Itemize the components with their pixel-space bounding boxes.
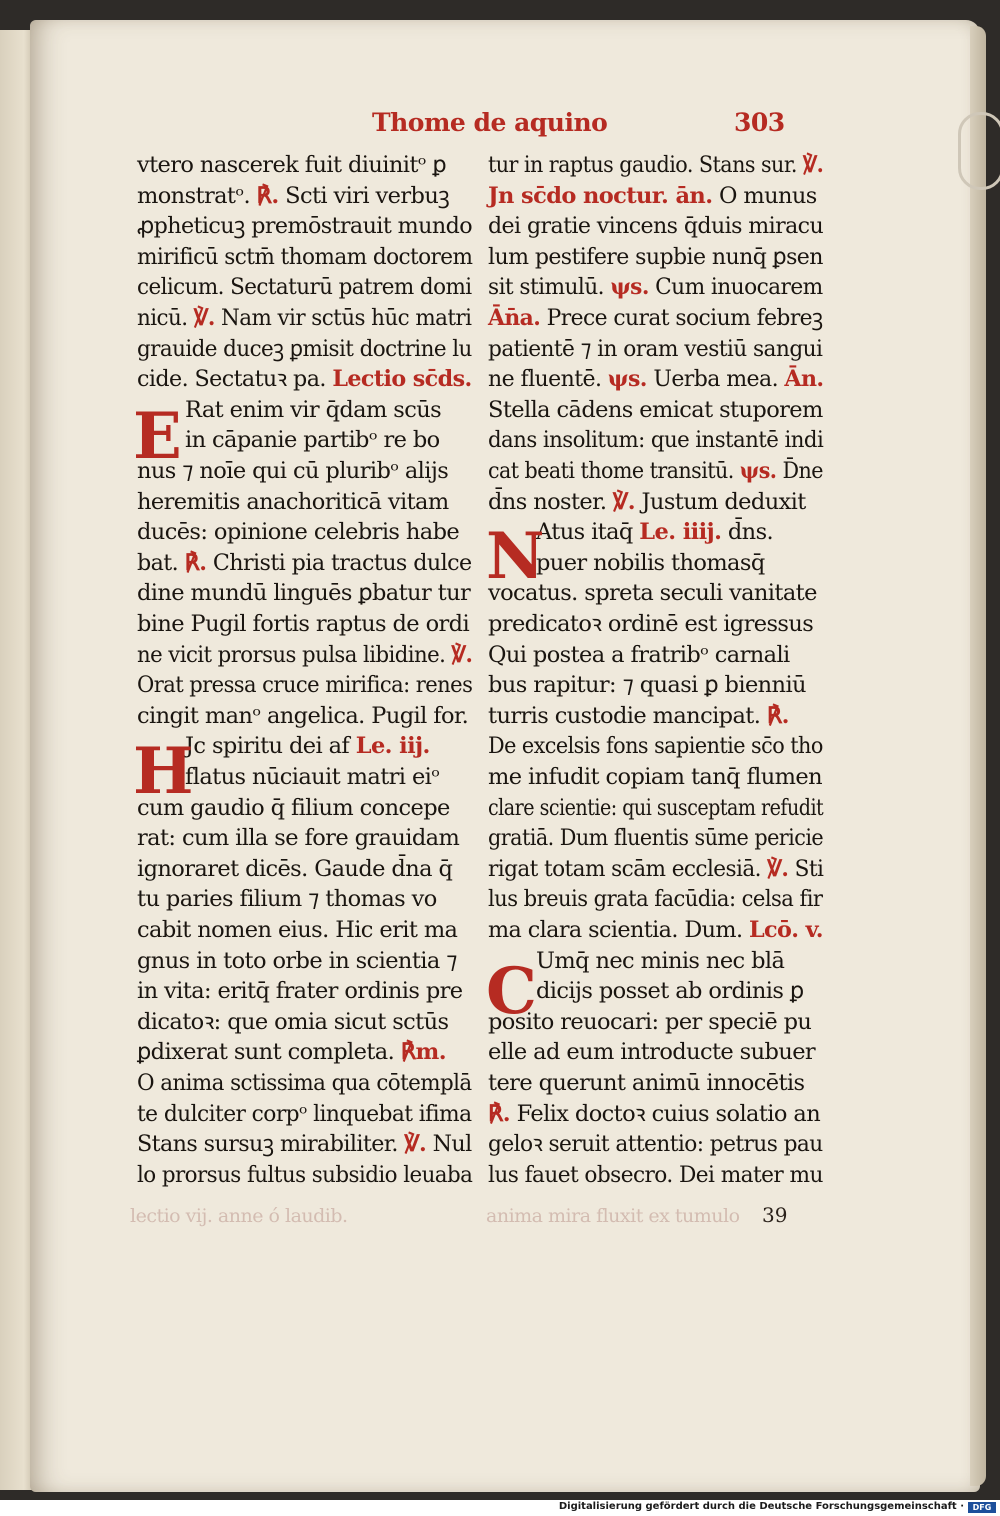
text-line xyxy=(185,395,441,425)
text-line xyxy=(488,487,806,517)
rubric-text: Lectio sc̄ds. xyxy=(332,366,472,393)
line-text: Stans sursuꝫ mirabiliter. xyxy=(137,1131,405,1158)
line-text: ne vicit prorsus pulsa libidine. xyxy=(137,641,452,668)
line-text: me infudit copiam tanq̄ flumen xyxy=(488,764,823,790)
line-text: Jc spiritu dei af xyxy=(185,733,356,760)
line-text: cum gaudio q̄ filium concepe xyxy=(137,794,450,821)
text-line xyxy=(488,731,823,761)
text-line xyxy=(488,150,823,180)
text-line xyxy=(137,150,446,180)
line-text: lum pestifere supbie nunq̄ ꝑsen xyxy=(488,243,823,270)
text-line xyxy=(488,793,823,823)
line-text: elle ad eum introducte subuer xyxy=(488,1039,816,1066)
text-line xyxy=(137,670,472,700)
text-line xyxy=(488,395,823,425)
text-line xyxy=(137,976,463,1006)
footer-credit: Digitalisierung gefördert durch die Deutsche Forschungsgemeinschaft · xyxy=(558,1501,964,1512)
line-text: Sti xyxy=(788,855,824,882)
rubric-text: ℟m. xyxy=(400,1039,446,1066)
line-text: d̄ns noster. xyxy=(488,488,613,515)
line-text: Orat pressa cruce mirifica: renes xyxy=(137,672,473,699)
line-text: ꝓpheticuꝫ premōstrauit mundo xyxy=(137,213,473,240)
text-line xyxy=(488,334,822,364)
text-line xyxy=(488,425,823,455)
text-line xyxy=(137,884,437,914)
line-text: Qui postea a fratribᵒ carnali xyxy=(488,641,790,668)
text-line xyxy=(137,272,472,302)
text-line xyxy=(488,242,823,272)
text-line xyxy=(137,1007,448,1037)
initial-letter-e: E xyxy=(133,399,182,474)
initial-letter-h: H xyxy=(133,734,194,809)
line-text: ducēs: opinione celebris habe xyxy=(137,519,460,546)
line-text: vocatus. spreta seculi vanitate xyxy=(488,580,817,607)
line-text: bine Pugil fortis raptus de ordi xyxy=(137,611,470,637)
text-line xyxy=(137,1099,472,1129)
line-text: O munus xyxy=(712,182,817,209)
line-text: in cāpanie partibᵒ re bo xyxy=(185,427,440,454)
text-line xyxy=(137,1129,472,1159)
line-text: sit stimulū. xyxy=(488,274,611,301)
text-line xyxy=(137,1068,472,1098)
line-text: nicū. xyxy=(137,305,194,331)
text-line xyxy=(536,517,773,547)
line-text: puer nobilis thomasq̄ xyxy=(536,549,765,576)
line-text: Atus itaq̄ xyxy=(536,519,640,546)
line-text: dans insolitum: que instantē indi xyxy=(488,427,824,454)
text-line xyxy=(137,609,469,639)
line-text: lo prorsus fultus subsidio leuaba xyxy=(137,1161,473,1188)
text-line xyxy=(137,946,457,976)
text-line xyxy=(137,211,472,241)
folio-number: 303 xyxy=(734,108,785,137)
text-line xyxy=(488,1160,823,1190)
line-text: Nul xyxy=(426,1131,472,1158)
line-text: clare scientie: qui susceptam refudit xyxy=(488,794,824,821)
text-line xyxy=(137,701,468,731)
line-text: bus rapitur: ⁊ quasi ꝑ bienniū xyxy=(488,672,806,699)
text-line xyxy=(488,762,822,792)
rubric-text: ℟. xyxy=(488,1100,511,1127)
rubric-text: ℣. xyxy=(612,488,635,515)
rubric-text: ℟. xyxy=(184,549,207,576)
line-text: dei gratie vincens q̄duis miracu xyxy=(488,213,824,240)
text-line xyxy=(137,364,472,394)
text-line xyxy=(488,1068,804,1098)
rubric-text: Le. iiij. xyxy=(639,519,722,546)
line-text: tu paries filium ⁊ thomas vo xyxy=(137,886,437,913)
line-text: lus breuis grata facūdia: celsa fir xyxy=(488,886,823,913)
line-text: Stella cādens emicat stuporem xyxy=(488,396,823,423)
footer-bar xyxy=(0,1500,1000,1516)
text-line xyxy=(488,364,823,394)
text-line xyxy=(488,670,806,700)
signature-number: 39 xyxy=(762,1203,788,1227)
line-text: Nam vir sctūs hūc matri xyxy=(214,305,472,331)
line-text: in vita: eritq̄ frater ordinis pre xyxy=(137,978,463,1005)
line-text: ne fluentē. xyxy=(488,366,608,393)
text-line xyxy=(488,701,789,731)
line-text: rigat totam scām ecclesiā. xyxy=(488,855,768,882)
text-line xyxy=(137,242,472,272)
line-text: tere querunt animū innocētis xyxy=(488,1070,805,1096)
text-line xyxy=(137,915,457,945)
line-text: Umq̄ nec minis nec blā xyxy=(536,947,785,974)
rubric-text: Jn sc̄do noctur. ān. xyxy=(488,182,713,209)
rubric-text: ψs. xyxy=(607,366,647,393)
text-line xyxy=(185,425,440,455)
line-text: gnus in toto orbe in scientia ⁊ xyxy=(137,947,457,974)
text-line xyxy=(488,456,823,486)
line-text: dicijs posset ab ordinis ꝑ xyxy=(536,978,804,1005)
rubric-text: ℣. xyxy=(193,305,215,331)
rubric-text: ℣. xyxy=(802,152,824,178)
line-text: Rat enim vir q̄dam scūs xyxy=(185,396,442,423)
line-text: posito reuocari: per speciē pu xyxy=(488,1008,812,1035)
text-line xyxy=(488,915,823,945)
line-text: ignoraret dicēs. Gaude d̄na q̄ xyxy=(137,855,453,882)
text-line xyxy=(488,181,817,211)
text-line xyxy=(137,1160,472,1190)
rubric-text: Le. iij. xyxy=(355,733,430,760)
line-text: dine mundū linguēs ꝑbatur tur xyxy=(137,580,471,607)
text-line xyxy=(137,487,449,517)
line-text: bat. xyxy=(137,549,185,576)
page-clip xyxy=(958,112,1000,190)
text-line xyxy=(488,1129,823,1159)
line-text: te dulciter corpᵒ linquebat ifima xyxy=(137,1100,472,1127)
text-line xyxy=(488,303,823,333)
text-line xyxy=(137,578,470,608)
line-text: O anima sctissima qua cōtemplā xyxy=(137,1070,472,1096)
show-through-text-left: lectio vij. anne ó laudib. xyxy=(130,1205,348,1227)
line-text: mirificū sctm̄ thomam doctorem xyxy=(137,243,473,270)
text-line xyxy=(488,640,790,670)
line-text: nus ⁊ noīe qui cū pluribᵒ alijs xyxy=(137,458,449,484)
line-text: Felix doctoꝛ cuius solatio an xyxy=(510,1100,821,1127)
show-through-text-right: anima mira fluxit ex tumulo xyxy=(486,1205,740,1227)
rubric-text: ℣. xyxy=(404,1131,427,1158)
text-line xyxy=(536,946,784,976)
rubric-text: ℟. xyxy=(256,182,279,209)
text-line xyxy=(488,1037,815,1067)
rubric-text: Ān. xyxy=(784,366,824,393)
rubric-text: ℣. xyxy=(767,855,789,882)
line-text: vtero nascerek fuit diuinitᵒ ꝑ xyxy=(137,152,447,178)
text-line xyxy=(185,731,430,761)
line-text: tur in raptus gaudio. Stans sur. xyxy=(488,152,803,178)
rubric-text: ℟. xyxy=(766,702,789,729)
line-text: cide. Sectatuꝛ pa. xyxy=(137,366,333,393)
rubric-text: Lcō. v. xyxy=(748,917,823,943)
text-line xyxy=(488,854,823,884)
text-line xyxy=(137,823,459,853)
rubric-text: ψs. xyxy=(610,274,649,301)
line-text: heremitis anachoriticā vitam xyxy=(137,488,449,515)
line-text: Prece curat socium febreꝫ xyxy=(540,305,823,331)
line-text: geloꝛ seruit attentio: petrus pau xyxy=(488,1131,823,1158)
line-text: rat: cum illa se fore grauidam xyxy=(137,825,460,852)
line-text: De excelsis fons sapientie sc̄o tho xyxy=(488,733,823,760)
text-line xyxy=(488,884,822,914)
line-text: predicatoꝛ ordinē est igressus xyxy=(488,611,814,637)
text-line xyxy=(137,181,449,211)
initial-letter-c: C xyxy=(486,954,537,1029)
line-text: cat beati thome transitū. xyxy=(488,458,740,484)
text-line xyxy=(137,303,471,333)
text-line xyxy=(488,272,823,302)
line-text: cabit nomen eius. Hic erit ma xyxy=(137,917,458,943)
text-line xyxy=(488,211,823,241)
running-title: Thome de aquino xyxy=(372,108,608,137)
text-line xyxy=(488,609,813,639)
line-text: lus fauet obsecro. Dei mater mu xyxy=(488,1161,823,1188)
line-text: Scti viri verbuꝫ xyxy=(278,182,450,209)
text-line xyxy=(488,1099,820,1129)
line-text: ma clara scientia. Dum. xyxy=(488,917,749,943)
line-text: Cum inuocarem xyxy=(648,274,823,301)
line-text: gratiā. Dum fluentis sūme pericie xyxy=(488,825,824,852)
line-text: Christi pia tractus dulce xyxy=(206,549,472,576)
line-text: Uerba mea. xyxy=(646,366,785,393)
text-line xyxy=(488,823,823,853)
rubric-text: ℣. xyxy=(451,641,473,668)
page-edge xyxy=(970,26,986,1486)
line-text: turris custodie mancipat. xyxy=(488,702,767,729)
line-text: dicatoꝛ: que omia sicut sctūs xyxy=(137,1008,449,1035)
line-text: ꝑdixerat sunt completa. xyxy=(137,1039,401,1066)
text-line xyxy=(137,517,459,547)
initial-letter-n: N xyxy=(486,519,545,594)
text-line xyxy=(137,456,448,486)
dfg-logo: DFG xyxy=(968,1502,996,1513)
line-text: celicum. Sectaturū patrem domi xyxy=(137,274,472,301)
line-text: D̄ne xyxy=(776,458,823,484)
line-text: grauide duceꝫ ꝑmisit doctrine lu xyxy=(137,335,472,362)
text-line xyxy=(137,548,472,578)
line-text: monstratᵒ. xyxy=(137,182,257,209)
line-text: flatus nūciauit matri eiᵒ xyxy=(185,764,440,790)
text-line xyxy=(137,854,452,884)
line-text: cingit manᵒ angelica. Pugil for. xyxy=(137,702,469,729)
line-text: d̄ns. xyxy=(721,519,774,546)
rubric-text: ψs. xyxy=(739,458,777,484)
line-text: patientē ⁊ in oram vestiū sangui xyxy=(488,335,823,362)
text-line xyxy=(137,334,472,364)
text-line xyxy=(536,548,765,578)
text-line xyxy=(137,1037,446,1067)
text-line xyxy=(185,762,439,792)
text-line xyxy=(536,976,804,1006)
line-text: Justum deduxit xyxy=(634,488,806,515)
rubric-text: Ān̄a. xyxy=(488,305,541,331)
text-line xyxy=(137,640,472,670)
